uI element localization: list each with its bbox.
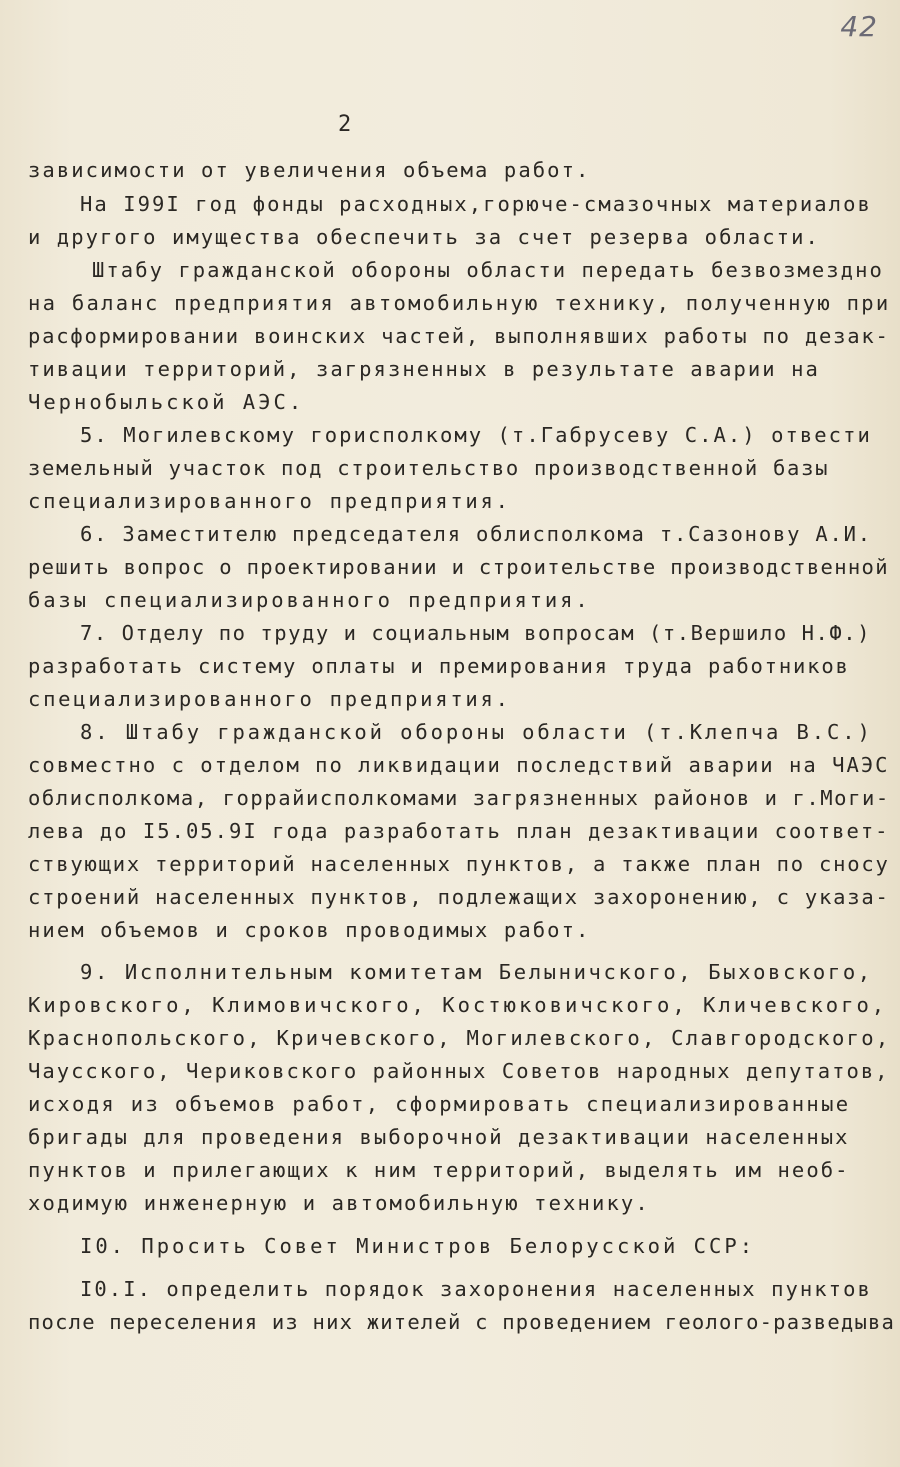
text-line: и другого имущества обеспечить за счет резерва области. [28, 225, 820, 249]
text-line: Чернобыльской АЭС. [28, 390, 305, 414]
text-line: базы специализированного предприятия. [28, 588, 591, 612]
text-line: специализированного предприятия. [28, 489, 511, 513]
text-line: Кировского, Климовичского, Костюковичского, Кличевского, [28, 993, 888, 1017]
text-line: I0. Просить Совет Министров Белорусской ССР: [80, 1234, 756, 1258]
text-line: 7. Отделу по труду и социальным вопросам (т.Вершило Н.Ф.) [80, 621, 872, 645]
text-line: разработать систему оплаты и премирования труда работников [28, 654, 850, 678]
text-line: зависимости от увеличения объема работ. [28, 158, 591, 182]
page-number: 2 [338, 112, 352, 137]
text-line: специализированного предприятия. [28, 687, 511, 711]
text-line: облисполкома, горрайисполкомами загрязненных районов и г.Моги- [28, 786, 890, 810]
text-line: расформировании воинских частей, выполнявших работы по дезак- [28, 324, 890, 348]
text-line: земельный участок под строительство производственной базы [28, 456, 830, 480]
text-line: 8. Штабу гражданской обороны области (т.Клепча В.С.) [80, 720, 873, 744]
text-line: Чаусского, Чериковского районных Советов народных депутатов, [28, 1059, 890, 1083]
text-line: ходимую инженерную и автомобильную технику. [28, 1191, 650, 1215]
text-line: после переселения из них жителей с проведением геолого-разведыва [28, 1310, 896, 1334]
text-line: решить вопрос о проектировании и строительстве производственной [28, 555, 889, 579]
text-line: на баланс предприятия автомобильную технику, полученную при [28, 291, 891, 315]
text-line: лева до I5.05.9I года разработать план дезактивации соответ- [28, 819, 890, 843]
text-line: пунктов и прилегающих к ним территорий, выделять им необ- [28, 1158, 850, 1182]
text-line: Штабу гражданской обороны области передать безвозмездно [92, 258, 884, 282]
text-line: 6. Заместителю председателя облисполкома т.Сазонову А.И. [80, 522, 872, 546]
folio-number: 42 [840, 10, 878, 43]
text-line: На I99I год фонды расходных,горюче-смазочных материалов [80, 192, 872, 216]
text-line: Краснопольского, Кричевского, Могилевского, Славгородского, [28, 1026, 891, 1050]
text-line: совместно с отделом по ликвидации последствий аварии на ЧАЭС [28, 753, 890, 777]
text-line: 9. Исполнительным комитетам Белыничского, Быховского, [80, 960, 873, 984]
text-line: бригады для проведения выборочной дезактивации населенных [28, 1125, 850, 1149]
text-line: строений населенных пунктов, подлежащих захоронению, с указа- [28, 885, 890, 909]
text-line: исходя из объемов работ, сформировать специализированные [28, 1092, 851, 1116]
text-line: I0.I. определить порядок захоронения населенных пунктов [80, 1277, 872, 1301]
text-line: ствующих территорий населенных пунктов, а также план по сносу [28, 852, 890, 876]
text-line: 5. Могилевскому горисполкому (т.Габрусеву С.А.) отвести [80, 423, 872, 447]
text-line: нием объемов и сроков проводимых работ. [28, 918, 591, 942]
text-line: тивации территорий, загрязненных в результате аварии на [28, 357, 820, 381]
